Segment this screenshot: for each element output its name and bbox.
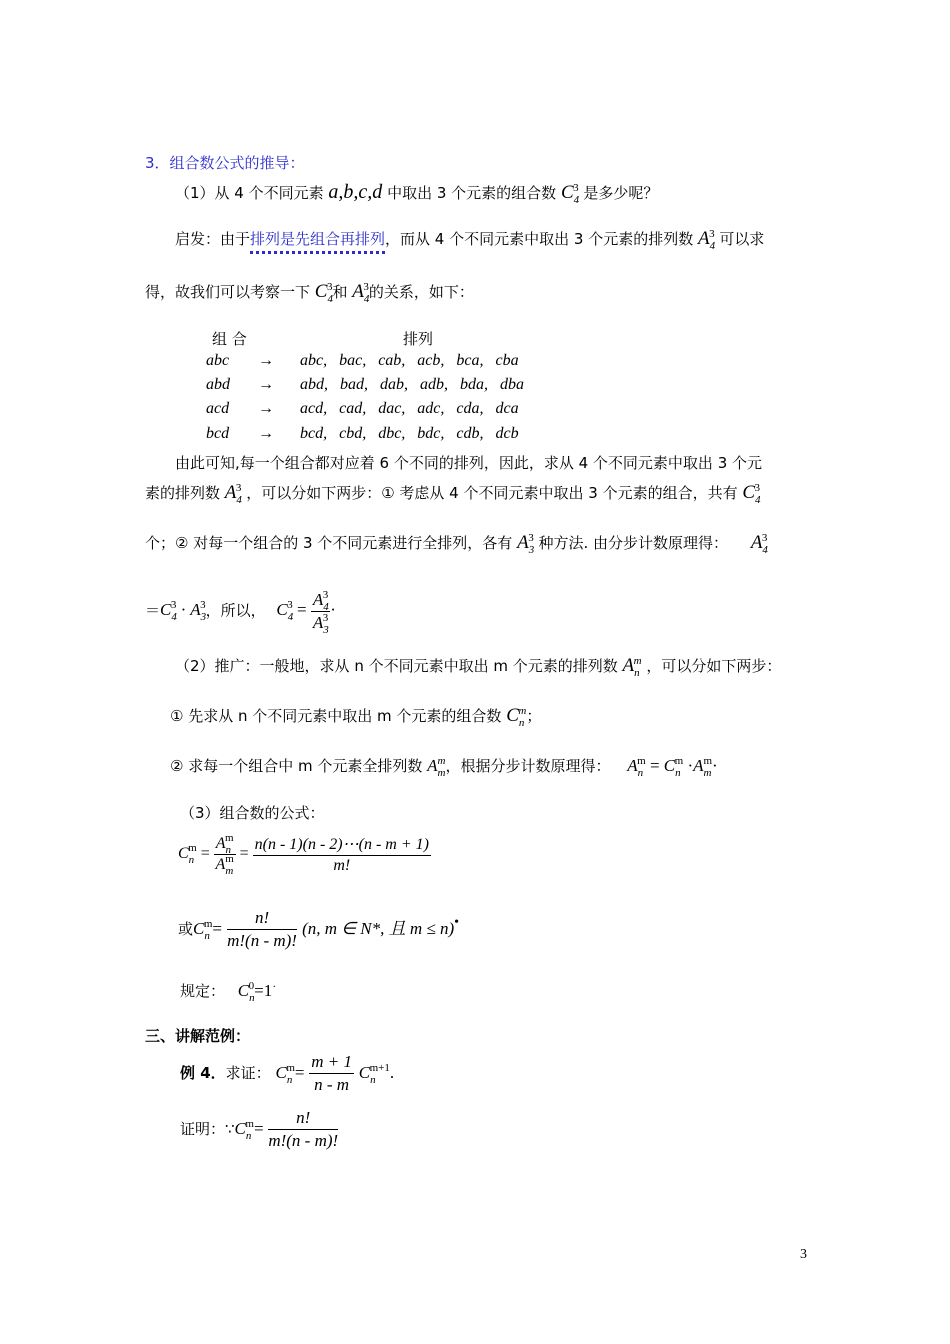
hint-text-a: 启发：由于: [175, 230, 251, 248]
f2-denominator: m!(n - m)!: [227, 931, 297, 950]
ex4-numerator: m + 1: [309, 1052, 354, 1074]
explain-l2-a: 素的排列数: [145, 484, 221, 502]
c43-symbol-2: $C_4^3$: [314, 281, 333, 305]
ex4-fraction: [309, 1052, 354, 1095]
proof-fraction: [268, 1108, 338, 1151]
proof-line: [180, 1108, 338, 1151]
proof-denominator: m!(n - m)!: [268, 1131, 339, 1150]
proof-numerator: n!: [268, 1108, 338, 1130]
q1-text-c: 是多少呢？: [583, 184, 659, 202]
rule-line: 规定： $C_n^0=1^\cdot$: [180, 979, 277, 1004]
ex4-text: 求证：: [225, 1064, 271, 1082]
arrow-icon: →: [258, 425, 274, 442]
fraction: $\frac{A_4^3}{A_3^3}$: [312, 589, 329, 636]
amm-symbol: $A_m^m$: [427, 755, 446, 779]
step2-text-b: ，根据分步计数原理得：: [445, 757, 611, 775]
rule-value: =1: [254, 981, 273, 1000]
c43-symbol: $C_4^3$: [560, 182, 580, 206]
question-1: [175, 181, 658, 204]
row-combo: abd: [206, 376, 230, 393]
row-perms: bcd, cbd, dbc, bdc, cdb, dcb: [300, 425, 519, 442]
rule-label: 规定：: [180, 982, 226, 1000]
a43-symbol-2: $A_4^3$: [352, 281, 370, 305]
row-combo: abc: [206, 352, 230, 369]
step1-end: ；: [526, 707, 542, 725]
explain-l4-a: ＝: [145, 601, 161, 620]
cnm-symbol-3: $C_n^m=$: [275, 1062, 305, 1086]
generalize-step-1: [170, 705, 541, 727]
table-header-perm: 排列: [403, 330, 434, 348]
f2-condition: (n, m ∈ N*, 且 m ≤ n): [302, 919, 455, 938]
cnm-symbol-2: $C_n^m=$: [193, 918, 223, 942]
line2-text-a: 得，故我们可以考察一下: [145, 283, 311, 301]
f2-numerator: n!: [227, 908, 297, 930]
line2-text-c: 的关系，如下：: [368, 283, 474, 301]
a33-symbol: $A_3^3$: [517, 532, 535, 556]
hint-line: [175, 228, 764, 250]
row-perms: abc, bac, cab, acb, bca, cba: [300, 352, 519, 369]
row-perms: acd, cad, dac, adc, cda, dca: [300, 400, 519, 417]
combination-formula: $C_n^m$ = $\frac{A_n^m}{A_m^m}$ = $\frac{n(n - 1)(n - 2)\cdots(n - m + 1)}{m!}$: [178, 832, 429, 877]
generalize-text-b: ，可以分如下两步：: [646, 657, 782, 675]
formula-numerator: n(n - 1)(n - 2)⋯(n - m + 1): [253, 834, 431, 856]
hint-text-c: 可以求: [719, 230, 765, 248]
hint-line-2: [145, 281, 474, 303]
example-4: [180, 1052, 394, 1095]
arrow-icon: →: [258, 400, 274, 417]
table-row: [206, 376, 524, 394]
explain-line-4: [145, 589, 336, 636]
row-combo: acd: [206, 400, 230, 417]
a43-symbol-3: $A_4^3$: [224, 482, 242, 506]
section-heading: 3．组合数公式的推导：: [145, 154, 305, 172]
row-combo: bcd: [206, 425, 230, 442]
q1-text-b: 中取出 3 个元素的组合数: [387, 184, 557, 202]
c43-symbol-3: $C_4^3$: [742, 482, 761, 506]
hint-text-b: ，而从 4 个不同元素中取出 3 个元素的排列数: [385, 230, 694, 248]
fraction-product: [253, 834, 431, 875]
table-row: [206, 400, 519, 418]
cnm-symbol-4: $C_n^m=$: [234, 1118, 264, 1142]
anm-product-formula: $A_n^m = C_n^m \cdot A_m^m\cdot$: [627, 755, 718, 779]
combination-formula-2: 或$C_n^m=$ $\frac{n!}{m!(n - m)!}$ (n, m ∈ N*, 且 m ≤ n)•: [178, 908, 460, 950]
line2-text-b: 和: [332, 283, 348, 301]
cn0-symbol: $C_n^0$: [237, 980, 255, 1004]
explain-l4-b: ，所以，: [205, 601, 266, 620]
c43-a33-product: $C_4^3 \cdot A_3^3$: [160, 599, 207, 624]
examples-heading: 三、讲解范例：: [145, 1027, 251, 1045]
generalize-intro: [175, 655, 781, 677]
c43-formula: $C_4^3$ = $\frac{A_4^3}{A_3^3}$ ·: [276, 589, 336, 636]
generalize-step-2: [170, 755, 718, 779]
anm-symbol: $A_n^m$: [622, 655, 642, 679]
q1-set: a,b,c,d: [328, 181, 383, 203]
formula-title: （3）组合数的公式：: [180, 804, 325, 822]
arrow-icon: →: [258, 376, 274, 393]
hint-emphasis: 排列是先组合再排列: [250, 230, 385, 254]
ex4-denominator: n - m: [314, 1075, 350, 1094]
proof-label: 证明：∵: [180, 1120, 235, 1138]
fraction-a-over-a: $\frac{A_n^m}{A_m^m}$: [215, 832, 234, 877]
generalize-text-a: （2）推广：一般地，求从 n 个不同元素中取出 m 个元素的排列数: [175, 657, 618, 675]
page-number: 3: [800, 1247, 807, 1262]
ex4-label: 例 4．: [180, 1064, 226, 1082]
fraction-factorial: [227, 908, 297, 951]
or-label: 或: [178, 920, 194, 938]
explain-l3-b: 种方法. 由分步计数原理得：: [538, 534, 729, 552]
explain-l3-a: 个；② 对每一个组合的 3 个不同元素进行全排列，各有: [145, 534, 513, 552]
table-row: [206, 352, 519, 370]
table-row: [206, 425, 519, 443]
explain-line-1: 由此可知,每一个组合都对应着 6 个不同的排列，因此，求从 4 个不同元素中取出 3 个元: [175, 454, 763, 472]
arrow-icon: →: [258, 352, 274, 369]
step2-text: ② 求每一个组合中 m 个元素全排列数: [170, 757, 423, 775]
formula-denominator: m!: [333, 857, 351, 874]
explain-line-2: [145, 482, 760, 504]
a43-symbol: $A_4^3$: [697, 228, 716, 252]
row-perms: abd, bad, dab, adb, bda, dba: [300, 376, 524, 393]
step1-text: ① 先求从 n 个不同元素中取出 m 个元素的组合数: [170, 707, 502, 725]
explain-line-3: [145, 532, 767, 554]
explain-l2-b: ，可以分如下两步：① 考虑从 4 个不同元素中取出 3 个元素的组合，共有: [246, 484, 738, 502]
cnm1-symbol: $C_n^{m+1}$.: [358, 1062, 395, 1086]
cnm-symbol: $C_n^m$: [506, 705, 527, 729]
table-header-combo: 组 合: [212, 330, 247, 348]
q1-text-a: （1）从 4 个不同元素: [175, 184, 324, 202]
a43-symbol-4: $A_4^3$: [750, 532, 768, 556]
